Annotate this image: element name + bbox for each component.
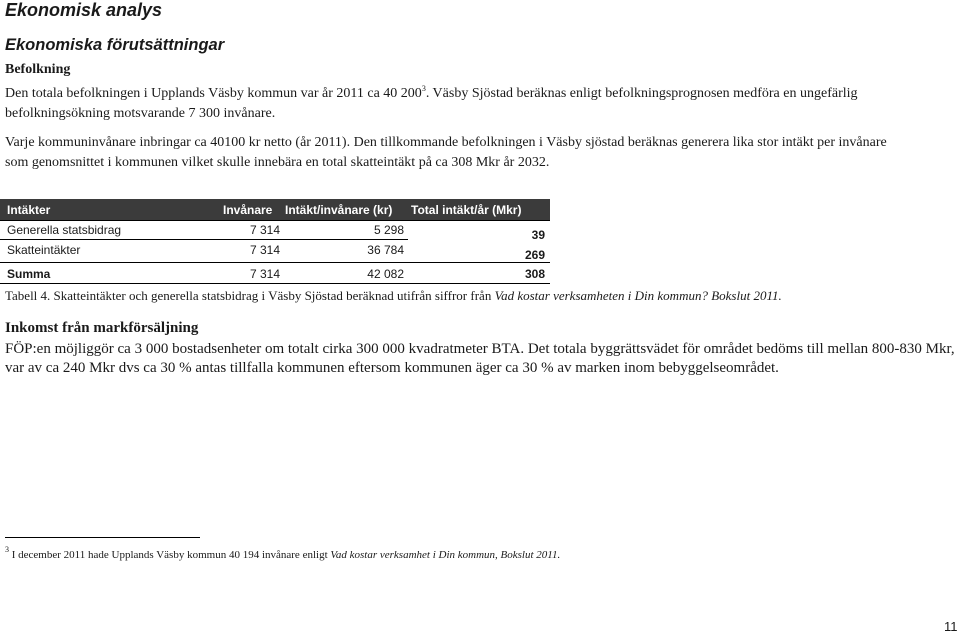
cell-total: 269	[524, 248, 545, 262]
col-header-invanare: Invånare	[223, 203, 273, 217]
paragraph-text: Den totala befolkningen i Upplands Väsby kommun var år 2011 ca 40 200	[5, 86, 422, 101]
divider	[0, 262, 550, 263]
row-label: Generella statsbidrag	[7, 223, 122, 237]
befolkning-heading: Befolkning	[5, 62, 71, 77]
sum-invanare: 7 314	[249, 267, 280, 281]
cell-per-invanare: 5 298	[373, 223, 404, 237]
paragraph-text: var av ca 240 Mkr dvs ca 30 % antas tillfalla kommunen eftersom kommunen äger ca 30 % av marken inom bebyggelseområdet.	[5, 360, 779, 376]
paragraph-text: FÖP:en möjliggör ca 3 000 bostadsenheter om totalt cirka 300 000 kvadratmeter BTA. Det totala byggrättsvädet för området bedöms till mellan 800-830 Mkr,	[5, 341, 955, 357]
subsection-title: Ekonomiska förutsättningar	[5, 36, 225, 54]
section-title: Ekonomisk analys	[5, 0, 163, 20]
markforsaljning-heading: Inkomst från markförsäljning	[5, 320, 199, 336]
paragraph-markforsaljning	[5, 340, 960, 378]
cell-total: 39	[531, 228, 545, 242]
table-header	[0, 199, 550, 220]
footnote-ref[interactable]: 3	[421, 84, 426, 93]
footnote-source: Vad kostar verksamhet i Din kommun, Bokslut 2011.	[330, 549, 561, 561]
col-header-intakt-per-invanare: Intäkt/invånare (kr)	[285, 203, 393, 217]
cell-invanare: 7 314	[249, 223, 280, 237]
cell-per-invanare: 36 784	[367, 243, 404, 257]
col-header-total-intakt: Total intäkt/år (Mkr)	[411, 203, 522, 217]
sum-per-invanare: 42 082	[367, 267, 404, 281]
caption-source: Vad kostar verksamheten i Din kommun? Bokslut 2011.	[494, 288, 782, 303]
footnote-separator	[5, 537, 200, 538]
paragraph-intakt	[5, 133, 955, 173]
sum-total: 308	[524, 267, 545, 281]
footnote	[5, 543, 560, 562]
paragraph-text: befolkningsökning motsvarande 7 300 invånare.	[5, 106, 276, 121]
footnote-number: 3	[5, 545, 9, 554]
paragraph-text: Varje kommuninvånare inbringar ca 40100 kr netto (år 2011). Den tillkommande befolkningen i Väsby sjöstad beräknas generera lika stor intäkt per invånare	[5, 135, 887, 150]
paragraph-befolkning	[5, 79, 955, 124]
footnote-text: I december 2011 hade Upplands Väsby kommun 40 194 invånare enligt	[9, 549, 331, 561]
sum-label: Summa	[7, 267, 51, 281]
paragraph-text: . Väsby Sjöstad beräknas enligt befolkningsprognosen medföra en ungefärlig	[425, 86, 858, 101]
table-caption	[5, 287, 955, 305]
col-header-intakter: Intäkter	[7, 203, 51, 217]
row-label: Skatteintäkter	[7, 243, 81, 257]
paragraph-text: som genomsnittet i kommunen vilket skulle innebära en total skatteintäkt på ca 308 Mkr år 2032.	[5, 155, 550, 170]
divider	[0, 283, 550, 284]
cell-invanare: 7 314	[249, 243, 280, 257]
divider	[0, 220, 550, 221]
caption-text: Tabell 4. Skatteintäkter och generella statsbidrag i Väsby Sjöstad beräknad utifrån siffror från	[5, 288, 495, 303]
page-number: 11	[944, 619, 958, 634]
divider	[0, 239, 408, 240]
